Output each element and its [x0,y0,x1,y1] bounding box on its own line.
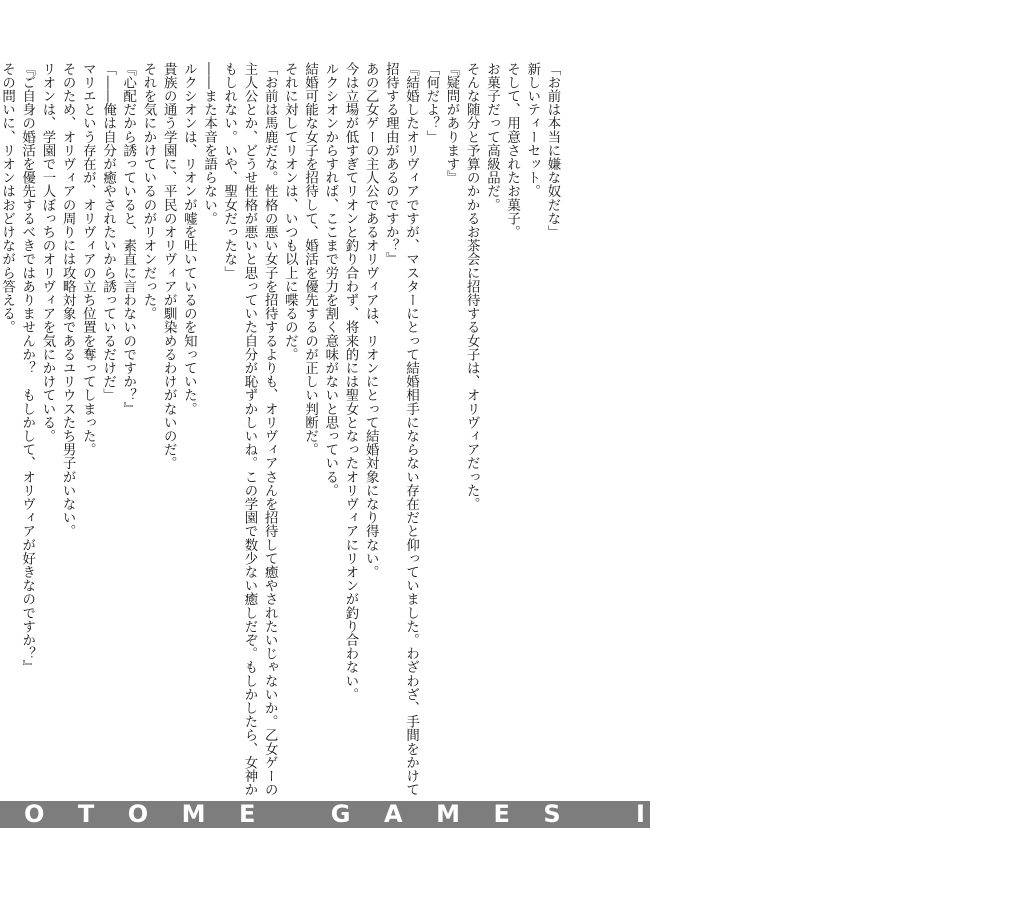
text-line: それに対してリオンは、いつも以上に喋るのだ。 [282,62,298,362]
text-line: ルクシオンは、リオンが嘘を吐いているのを知っていた。 [181,62,197,416]
text-line: ルクシオンからすれば、ここまで労力を割く意味がないと思っている。 [322,62,338,498]
text-line: リオンは、学園で一人ぼっちのオリヴィアを気にかけている。 [39,62,55,443]
text-line: 招待する理由があるのですか？』 [383,62,399,266]
footer-banner [0,800,1022,828]
text-line: マリエという存在が、オリヴィアの立ち位置を奪ってしまった。 [80,62,96,457]
text-line: 『ご自身の婚活を優先するべきではありませんか？ もしかして、オリヴィアが好きなのですか？』 [19,62,35,674]
text-line: お菓子だって高級品だ。 [484,62,500,212]
text-line: ――また本音を語らない。 [201,62,217,226]
text-line: もしれない。いや、聖女だったな」 [221,62,237,280]
text-line: それを気にかけているのがリオンだった。 [140,62,156,321]
text-line: 貴族の通う学園に、平民のオリヴィアが馴染めるわけがないのだ。 [161,62,177,470]
text-line: 結婚可能な女子を招待して、婚活を優先するのが正しい判断だ。 [302,62,318,457]
text-line: そんな随分と予算のかかるお茶会に招待する女子は、オリヴィアだった。 [464,62,480,511]
text-line: 新しいティーセット。 [524,62,540,198]
text-line: 主人公とか、どうせ性格が悪いと思っていた自分が恥ずかしいね。この学園で数少ない癒しだぞ。もしかしたら、女神か [241,62,257,797]
text-line: 『疑問があります』 [443,62,459,185]
text-line: 「――俺は自分が癒やされたいから誘っているだけだ」 [100,62,116,402]
text-line: 今は立場が低すぎてリオンと釣り合わず、将来的には聖女となったオリヴィアにリオンが釣り合わない。 [342,62,358,702]
text-line: 「お前は本当に嫌な奴だな」 [545,62,560,239]
text-line: 「何だよ？」 [423,62,439,144]
text-line: そして、用意されたお菓子。 [504,62,520,239]
text-line: あの乙女ゲーの主人公であるオリヴィアは、リオンにとって結婚対象になり得ない。 [363,62,379,579]
footer-banner-text: OTOME GAMES IS A TOU [24,800,1022,828]
text-line: その問いに、リオンはおどけながら答える。 [0,62,15,334]
text-line: 「お前は馬鹿だな。性格の悪い女子を招待するよりも、オリヴィアさんを招待して癒やされたいじゃないか。乙女ゲーの [262,62,278,797]
vertical-text-block [0,62,562,797]
text-line: そのため、オリヴィアの周りには攻略対象であるユリウスたち男子がいない。 [60,62,76,538]
text-line: 『結婚したオリヴィアですが、マスターにとって結婚相手にならない存在だと仰っていました。わざわざ、手間をかけて [403,62,419,797]
text-line: 『心配だから誘っていると、素直に言わないのですか？』 [120,62,136,416]
